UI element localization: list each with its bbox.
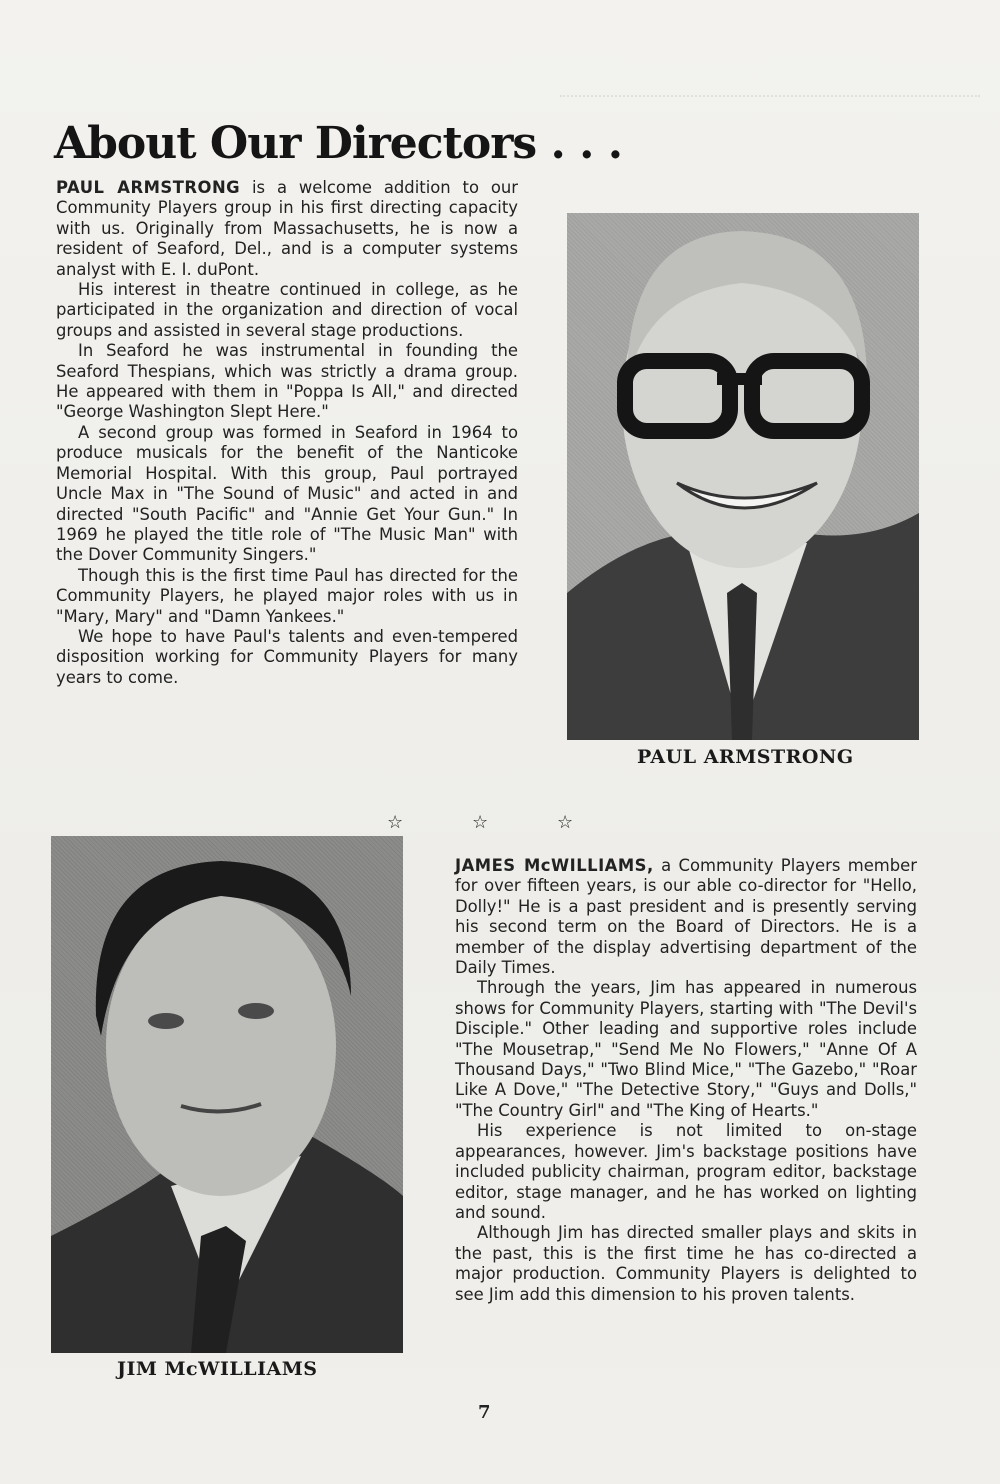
- bio-paragraph: JAMES McWILLIAMS, a Community Players member for over fifteen years, is our able co-director for "Hello, Dolly!" He is a past president and is presently serving his second term on the Board of Directors. He is a member of the display advertising department of the Daily Times.: [455, 856, 917, 978]
- bio-name-lead: PAUL ARMSTRONG: [56, 178, 241, 197]
- page-title: About Our Directors . . .: [54, 118, 623, 169]
- bio-paragraph: PAUL ARMSTRONG is a welcome addition to our Community Players group in his first directing capacity with us. Originally from Massachusetts, he is now a resident of Seaford, Del., and is a computer systems analyst with E. I. duPont.: [56, 178, 518, 279]
- paul-armstrong-bio: [56, 178, 518, 688]
- bio-paragraph: Though this is the first time Paul has directed for the Community Players, he played major roles with us in "Mary, Mary" and "Damn Yankees.": [56, 565, 518, 626]
- star-outline-icon: ☆: [472, 812, 489, 833]
- bio-paragraph: In Seaford he was instrumental in founding the Seaford Thespians, which was strictly a drama group. He appeared with them in "Poppa Is All," and directed "George Washington Slept Here.": [56, 341, 518, 422]
- bio-name-lead: JAMES McWILLIAMS,: [455, 856, 654, 875]
- bio-paragraph: We hope to have Paul's talents and even-tempered disposition working for Community Players for many years to come.: [56, 626, 518, 687]
- portrait-illustration: [567, 213, 919, 740]
- star-outline-icon: ☆: [557, 812, 574, 833]
- paul-armstrong-portrait: [567, 213, 919, 740]
- bio-paragraph: Through the years, Jim has appeared in numerous shows for Community Players, starting with "The Devil's Disciple." Other leading and supportive roles include "The Mousetrap," "Send Me No Flowers," "Anne Of A Thousand Days," "Two Blind Mice," "The Gazebo," "Roar Like A Dove," "The Detective Story," "Guys and Dolls," "The Country Girl" and "The King of Hearts.": [455, 978, 917, 1120]
- paul-armstrong-caption: PAUL ARMSTRONG: [637, 746, 854, 768]
- bio-paragraph: His experience is not limited to on-stage appearances, however. Jim's backstage positions have included publicity chairman, program editor, backstage editor, stage manager, and he has worked on lighting and sound.: [455, 1121, 917, 1222]
- bio-paragraph: A second group was formed in Seaford in 1964 to produce musicals for the benefit of the Nanticoke Memorial Hospital. With this group, Paul portrayed Uncle Max in "The Sound of Music" and acted in and directed "South Pacific" and "Annie Get Your Gun." In 1969 he played the title role of "The Music Man" with the Dover Community Singers.": [56, 422, 518, 565]
- bio-paragraph: Although Jim has directed smaller plays and skits in the past, this is the first time he has co-directed a major production. Community Players is delighted to see Jim add this dimension to his proven talents.: [455, 1223, 917, 1304]
- star-outline-icon: ☆: [387, 812, 404, 833]
- james-mcwilliams-bio: [455, 856, 917, 1305]
- jim-mcwilliams-portrait: [51, 836, 403, 1353]
- bleed-through-rule: [560, 95, 980, 103]
- bio-paragraph: His interest in theatre continued in college, as he participated in the organization and direction of vocal groups and assisted in several stage productions.: [56, 280, 518, 340]
- page-number: 7: [478, 1402, 491, 1423]
- portrait-illustration: [51, 836, 403, 1353]
- jim-mcwilliams-caption: JIM McWILLIAMS: [117, 1358, 318, 1380]
